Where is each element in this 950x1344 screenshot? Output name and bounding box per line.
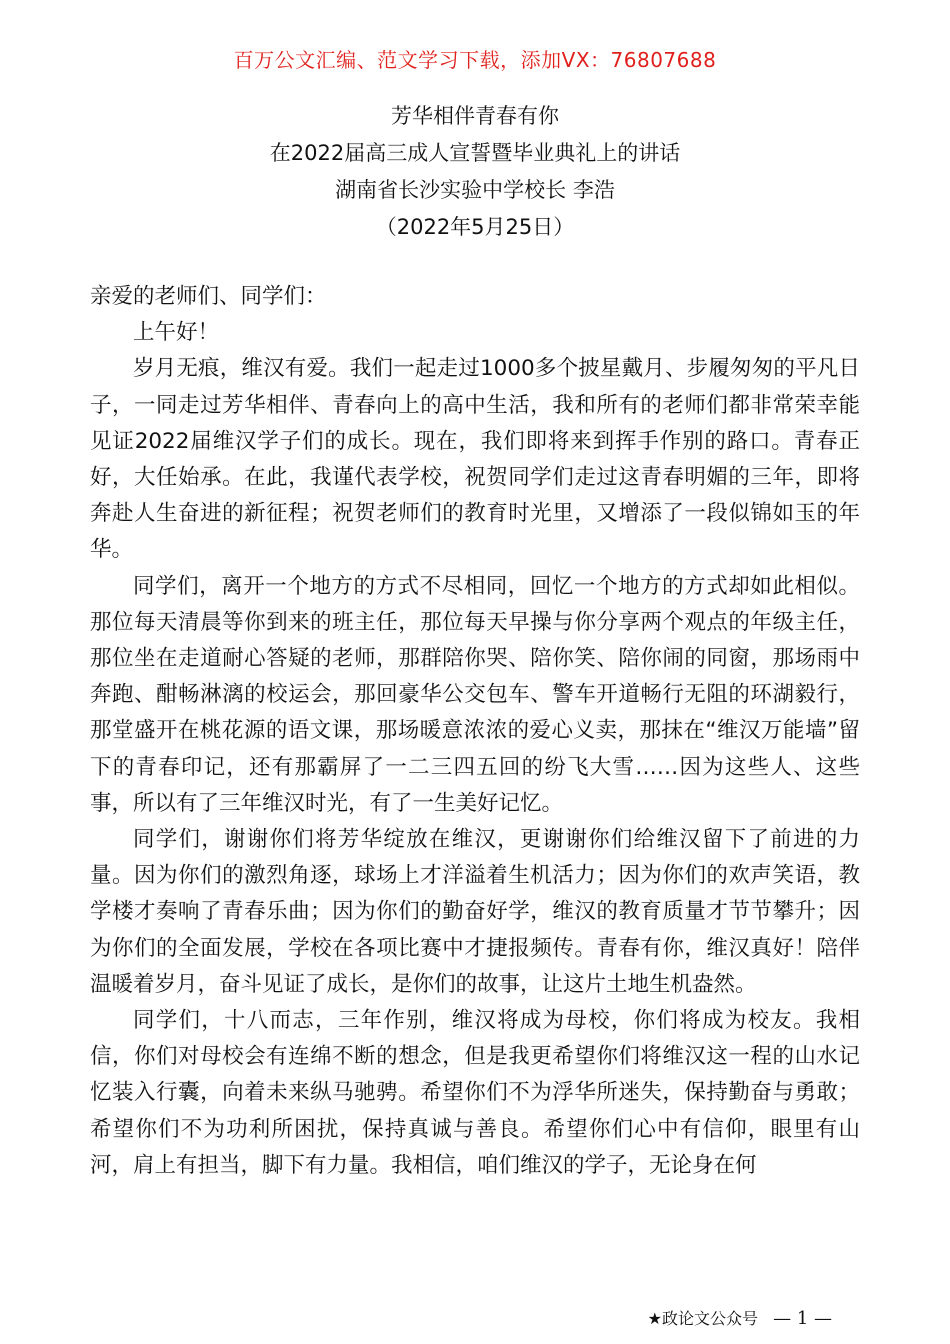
paragraph-3: 同学们，谢谢你们将芳华绽放在维汉，更谢谢你们给维汉留下了前进的力量。因为你们的激烈角逐，球场上才洋溢着生机活力；因为你们的欢声笑语，教学楼才奏响了青春乐曲；因为你们的勤奋好学，维汉的教育质量才节节攀升；因为你们的全面发展，学校在各项比赛中才捷报频传。青春有你，维汉真好！陪伴温暖着岁月，奋斗见证了成长，是你们的故事，让这片土地生机盎然。 <box>90 827 860 997</box>
download-banner: 百万公文汇编、范文学习下载，添加VX：76807688 <box>233 48 717 72</box>
speech-title-block <box>0 98 950 246</box>
paragraph-2: 同学们，离开一个地方的方式不尽相同，回忆一个地方的方式却如此相似。那位每天清晨等你到来的班主任，那位每天早操与你分享两个观点的年级主任，那位坐在走道耐心答疑的老师，那群陪你哭、陪你笑、陪你闹的同窗，那场雨中奔跑、酣畅淋漓的校运会，那回豪华公交包车、警车开道畅行无阻的环湖毅行，那堂盛开在桃花源的语文课，那场暖意浓浓的爱心义卖，那抹在“维汉万能墙”留下的青春印记，还有那霸屏了一二三四五回的纷飞大雪……因为这些人、这些事，所以有了三年维汉时光，有了一生美好记忆。 <box>90 573 860 816</box>
greeting: 上午好！ <box>133 320 220 346</box>
speaker-line: 湖南省长沙实验中学校长 李浩 <box>335 178 615 202</box>
salutation: 亲爱的老师们、同学们： <box>90 284 327 309</box>
speech-date: （2022年5月25日） <box>375 215 575 239</box>
page-number: — 1 — <box>773 1308 832 1329</box>
paragraph-4: 同学们，十八而志，三年作别，维汉将成为母校，你们将成为校友。我相信，你们对母校会有连绵不断的想念，但是我更希望你们将维汉这一程的山水记忆装入行囊，向着未来纵马驰骋。希望你们不为浮华所迷失，保持勤奋与勇敢；希望你们不为功利所困扰，保持真诚与善良。希望你们心中有信仰，眼里有山河，肩上有担当，脚下有力量。我相信，咱们维汉的学子，无论身在何 <box>90 1008 860 1178</box>
page-footer <box>648 1306 832 1329</box>
paragraph-1: 岁月无痕，维汉有爱。我们一起走过1000多个披星戴月、步履匆匆的平凡日子，一同走过芳华相伴、青春向上的高中生活，我和所有的老师们都非常荣幸能见证2022届维汉学子们的成长。现在，我们即将来到挥手作别的路口。青春正好，大任始承。在此，我谨代表学校，祝贺同学们走过这青春明媚的三年，即将奔赴人生奋进的新征程；祝贺老师们的教育时光里，又增添了一段似锦如玉的年华。 <box>90 356 860 563</box>
speech-subtitle: 在2022届高三成人宣誓暨毕业典礼上的讲话 <box>269 141 681 165</box>
footer-source: ★政论文公众号 <box>647 1309 758 1328</box>
speech-title: 芳华相伴青春有你 <box>391 104 559 128</box>
speech-body <box>90 279 860 1184</box>
